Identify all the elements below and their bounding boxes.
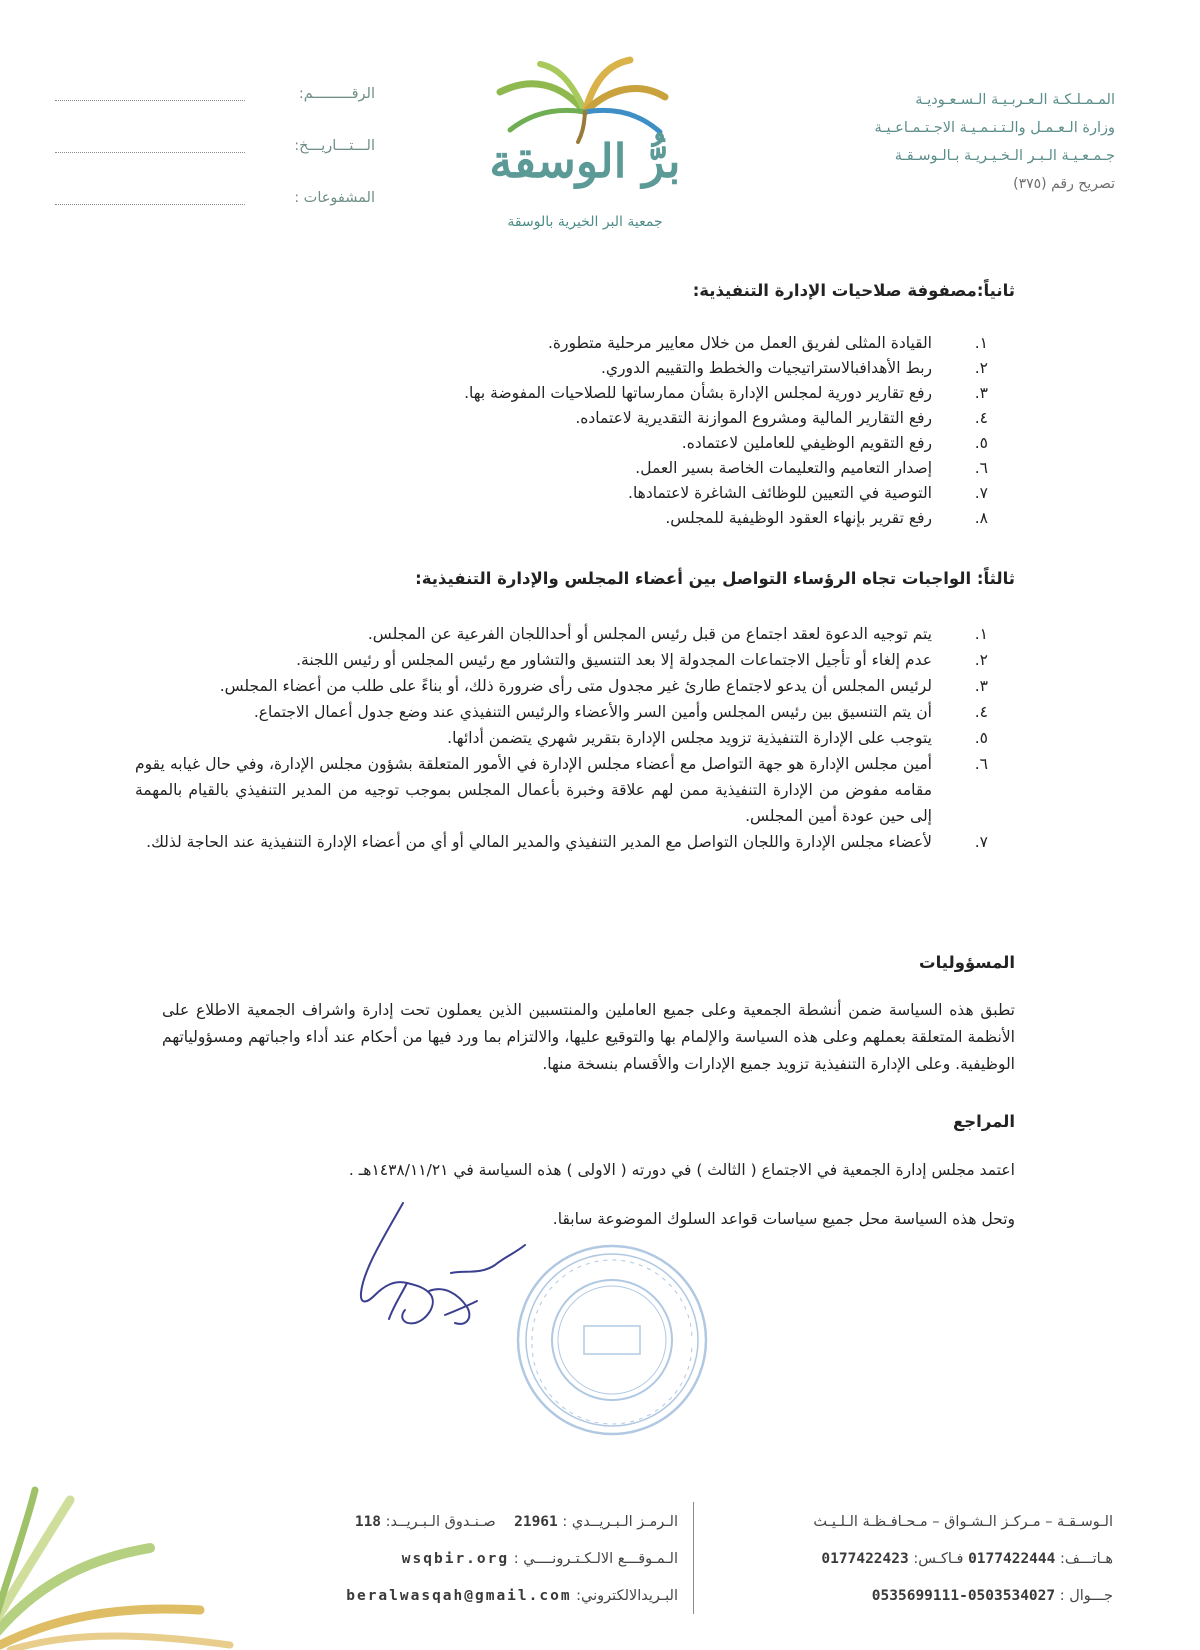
phone-label: هـاتـــف: xyxy=(1060,1551,1113,1567)
list-item xyxy=(328,506,988,531)
list-item-number: ٥. xyxy=(974,729,988,747)
list-item-text: رفع التقارير المالية ومشروع الموازنة التقديرية لاعتماده. xyxy=(575,409,932,427)
list-item xyxy=(328,456,988,481)
list-item xyxy=(135,647,988,673)
date-label: الـــتـــاريـــخ: xyxy=(294,138,375,154)
list-item xyxy=(328,331,988,356)
section-3-list xyxy=(135,621,988,855)
po-box: 118 xyxy=(354,1514,382,1530)
list-item-number: ٦. xyxy=(974,755,988,773)
list-item-number: ٦. xyxy=(974,459,988,477)
references-title: المراجع xyxy=(953,1112,1015,1131)
list-item xyxy=(328,381,988,406)
attachments-label: المشفوعات : xyxy=(294,190,375,206)
mobile-label: جـــوال : xyxy=(1059,1588,1113,1604)
organization-header xyxy=(785,86,1115,198)
official-stamp xyxy=(512,1240,712,1440)
list-item-number: ١. xyxy=(974,334,988,352)
list-item-text: لأعضاء مجلس الإدارة واللجان التواصل مع المدير التنفيذي والمدير المالي أو أي من أعضاء الإدارة التنفيذية عند الحاجة لذلك. xyxy=(146,833,932,851)
list-item-text: أن يتم التنسيق بين رئيس المجلس وأمين السر والأعضاء والرئيس التنفيذي عند وضع جدول أعمال الاجتماع. xyxy=(253,703,932,721)
list-item xyxy=(328,481,988,506)
fax-number: 0177422423 xyxy=(821,1551,909,1567)
website-label: الـمـوقـــع الالـكـتـرونــــي : xyxy=(513,1551,678,1567)
org-line-ministry: وزارة الـعـمـل والـتـنـمـيـة الاجـتـمـاعـيـة xyxy=(874,120,1115,136)
list-item-text: أمين مجلس الإدارة هو جهة التواصل مع أعضاء مجلس الإدارة في الأمور المتعلقة بشؤون مجلس الإدارة، وفي حال غيابه يقوم مقامه مفوض من الإدارة التنفيذية ممن لهم علاقة وخبرة بأعمال المجلس بموجب توجيه من المدير التنفيذي بالقيام بالمهمة إلى حين عودة أمين المجلس. xyxy=(135,755,932,825)
section-2-title: ثانياً:مصفوفة صلاحيات الإدارة التنفيذية: xyxy=(692,281,1015,300)
reference-fields xyxy=(55,86,375,242)
decorative-palm-leaves-icon xyxy=(0,1430,250,1650)
permit-number: تصريح رقم (٣٧٥) xyxy=(1013,176,1115,192)
responsibilities-title: المسؤوليات xyxy=(918,953,1015,972)
list-item-number: ٥. xyxy=(974,434,988,452)
list-item xyxy=(135,725,988,751)
list-item-text: عدم إلغاء أو تأجيل الاجتماعات المجدولة إلا بعد التنسيق والتشاور مع رئيس المجلس أو رئيس اللجنة. xyxy=(296,651,932,669)
list-item-number: ٧. xyxy=(974,833,988,851)
list-item-number: ٢. xyxy=(974,651,988,669)
list-item-text: رفع تقارير دورية لمجلس الإدارة بشأن ممارساتها للصلاحيات المفوضة بها. xyxy=(464,384,932,402)
list-item xyxy=(135,699,988,725)
org-line-kingdom: المـمـلـكـة الـعـربـيـة الـسـعـوديـة xyxy=(915,92,1115,108)
list-item xyxy=(328,356,988,381)
phone-number: 0177422444 xyxy=(968,1551,1056,1567)
number-field xyxy=(55,86,375,138)
footer-contact-right xyxy=(703,1504,1113,1615)
footer-email xyxy=(240,1578,678,1615)
org-line-association: جـمـعـيـة الـبـر الـخـيـريـة بـالـوسـقـة xyxy=(894,148,1115,164)
list-item-text: ربط الأهدافبالاستراتيجيات والخطط والتقييم الدوري. xyxy=(601,359,932,377)
mobile-number: 0535699111-0503534027 xyxy=(871,1588,1056,1604)
website-link[interactable]: wsqbir.org xyxy=(401,1551,510,1567)
list-item-number: ٣. xyxy=(974,384,988,402)
footer-contact-left xyxy=(240,1504,678,1615)
list-item-number: ١. xyxy=(974,625,988,643)
attachments-field xyxy=(55,190,375,242)
footer-postal xyxy=(240,1504,678,1541)
list-item xyxy=(135,621,988,647)
signature xyxy=(355,1195,530,1345)
list-item-number: ٧. xyxy=(974,484,988,502)
footer-divider xyxy=(693,1502,694,1614)
list-item-text: إصدار التعاميم والتعليمات الخاصة بسير العمل. xyxy=(635,459,932,477)
list-item-text: رفع تقرير بإنهاء العقود الوظيفية للمجلس. xyxy=(665,509,932,527)
list-item-text: لرئيس المجلس أن يدعو لاجتماع طارئ غير مجدول متى رأى ضرورة ذلك، أو بناءً على طلب من أعضاء المجلس. xyxy=(219,677,932,695)
list-item-text: القيادة المثلى لفريق العمل من خلال معايير مرحلية متطورة. xyxy=(547,334,932,352)
postal-code: 21961 xyxy=(514,1514,558,1530)
email-link[interactable]: beralwasqah@gmail.com xyxy=(346,1588,572,1604)
footer-phone-fax xyxy=(703,1541,1113,1578)
list-item xyxy=(135,673,988,699)
fax-label: فـاكـس: xyxy=(913,1551,964,1567)
logo-subtitle: جمعية البر الخيرية بالوسقة xyxy=(507,214,663,230)
replacement-line: وتحل هذه السياسة محل جميع سياسات قواعد السلوك الموضوعة سابقا. xyxy=(552,1210,1015,1228)
list-item-number: ٣. xyxy=(974,677,988,695)
logo-name: برُّ الوسقة xyxy=(489,134,681,188)
list-item-number: ٨. xyxy=(974,509,988,527)
section-2-list xyxy=(328,331,988,531)
section-3-title: ثالثاً: الواجبات تجاه الرؤساء التواصل بين أعضاء المجلس والإدارة التنفيذية: xyxy=(415,569,1015,588)
approval-line: اعتمد مجلس إدارة الجمعية في الاجتماع ( الثالث ) في دورته ( الاولى ) هذه السياسة في ١٤٣٨/١١/٢١هـ . xyxy=(348,1161,1015,1179)
po-box-label: صـنـدوق الـبـريــد: xyxy=(385,1514,496,1530)
list-item-text: يتم توجيه الدعوة لعقد اجتماع من قبل رئيس المجلس أو أحداللجان الفرعية عن المجلس. xyxy=(367,625,932,643)
attachments-dotted-line xyxy=(55,204,245,205)
list-item xyxy=(135,829,988,855)
date-field xyxy=(55,138,375,190)
list-item xyxy=(328,406,988,431)
footer-mobile xyxy=(703,1578,1113,1615)
list-item-text: يتوجب على الإدارة التنفيذية تزويد مجلس الإدارة بتقرير شهري يتضمن أدائها. xyxy=(447,729,932,747)
list-item-text: رفع التقويم الوظيفي للعاملين لاعتماده. xyxy=(681,434,932,452)
email-label: البـريدالالكتروني: xyxy=(576,1588,678,1604)
list-item-text: التوصية في التعيين للوظائف الشاغرة لاعتمادها. xyxy=(628,484,932,502)
list-item-number: ٤. xyxy=(974,703,988,721)
list-item xyxy=(135,751,988,829)
footer-address: الـوسـقـة – مـركـز الـشـواق – مـحـافـظـة الـلـيـث xyxy=(813,1514,1113,1530)
list-item xyxy=(328,431,988,456)
date-dotted-line xyxy=(55,152,245,153)
list-item-number: ٤. xyxy=(974,409,988,427)
postal-code-label: الـرمـز الـبـريــدي : xyxy=(562,1514,678,1530)
number-label: الرقـــــــــم: xyxy=(298,86,375,102)
responsibilities-paragraph: تطبق هذه السياسة ضمن أنشطة الجمعية وعلى جميع العاملين والمنتسبين الذين يعملون تحت إدارة واشراف الجمعية الاطلاع على الأنظمة المتعلقة بعملهم وعلى هذه السياسة والإلمام بها والتوقيع عليها، والالتزام بما ورد فيها من أحكام عند أداء واجباتهم ومسؤولياتهم الوظيفية. وعلى الإدارة التنفيذية تزويد جميع الإدارات والأقسام بنسخة منها. xyxy=(162,1001,1015,1073)
list-item-number: ٢. xyxy=(974,359,988,377)
footer-website xyxy=(240,1541,678,1578)
number-dotted-line xyxy=(55,100,245,101)
